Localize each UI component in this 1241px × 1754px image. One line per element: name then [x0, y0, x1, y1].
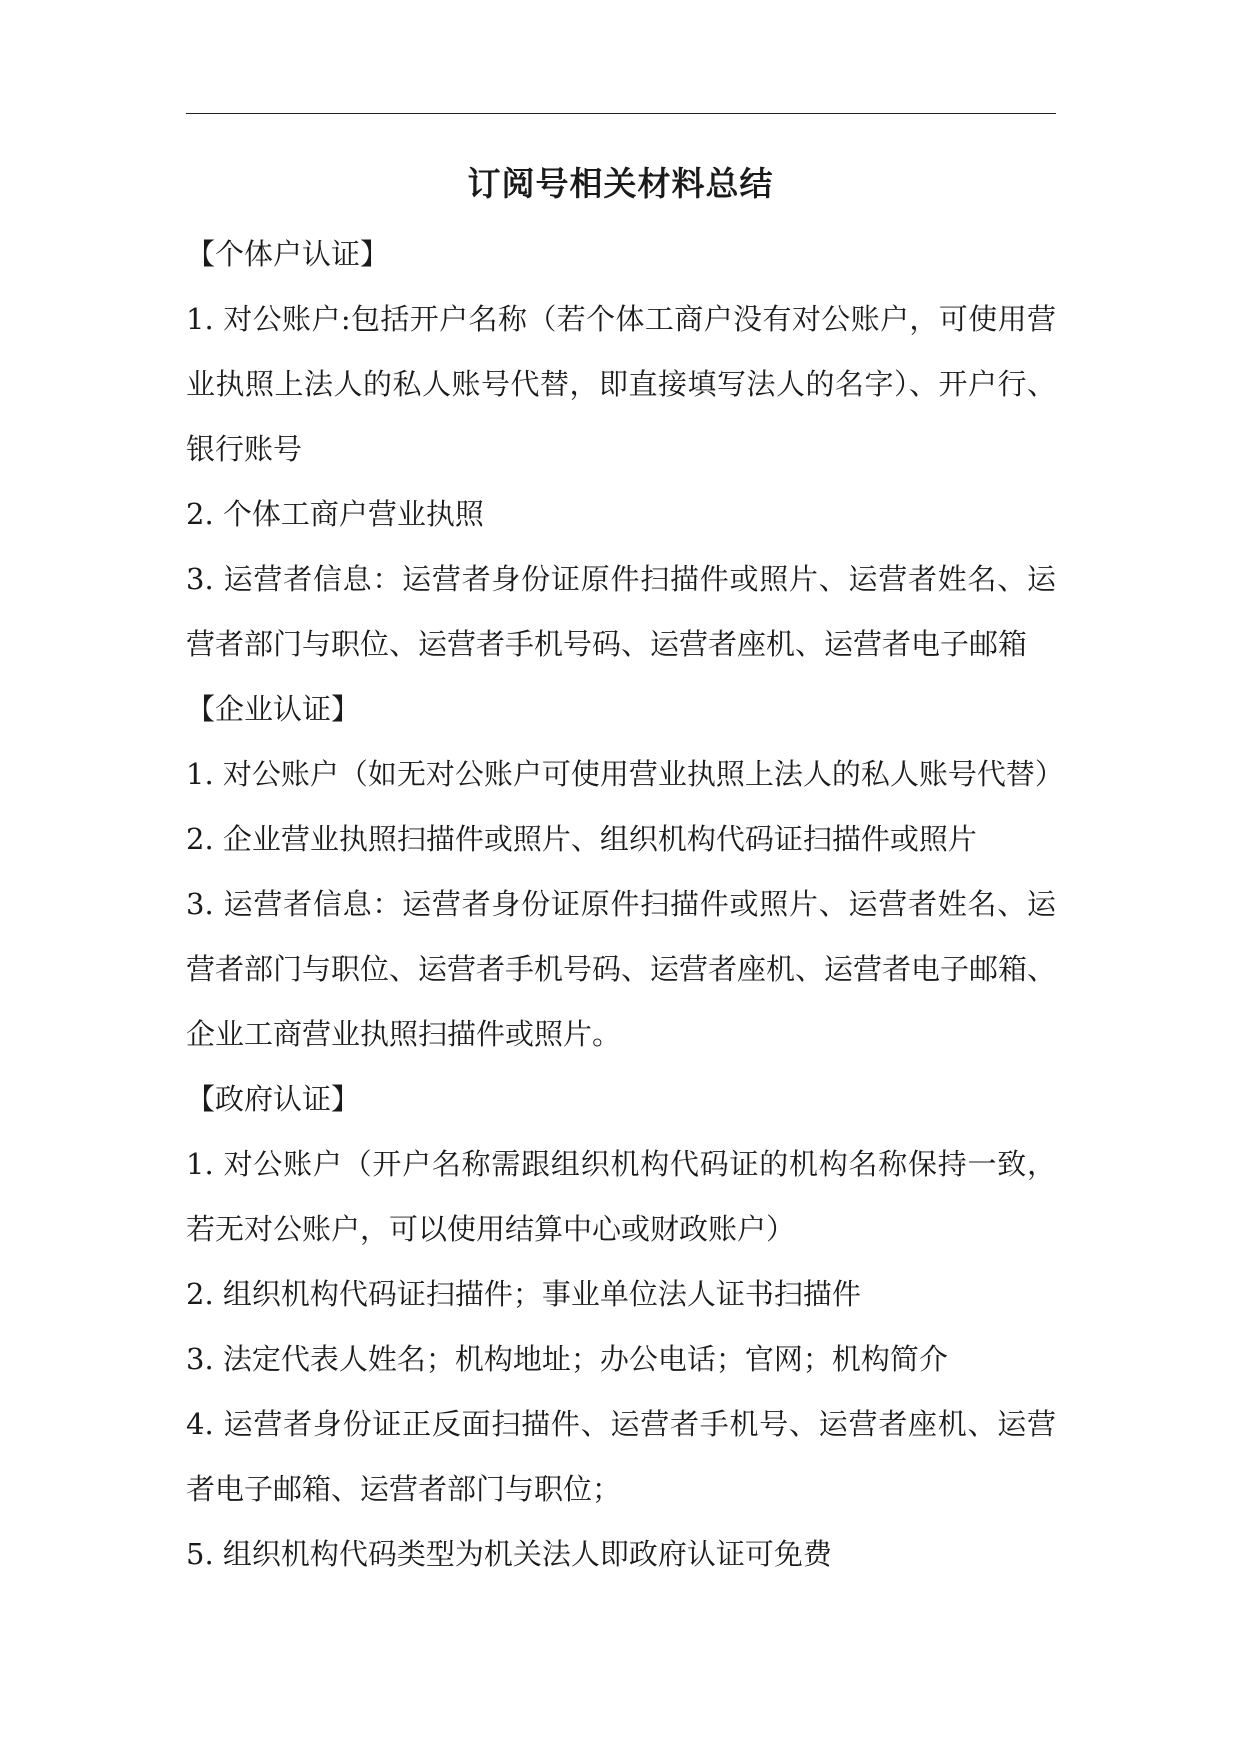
- paragraph: 2. 组织机构代码证扫描件；事业单位法人证书扫描件: [186, 1277, 861, 1311]
- section-heading-individual: 【个体户认证】: [186, 237, 390, 271]
- paragraph: 1. 对公账户（开户名称需跟组织机构代码证的机构名称保持一致，若无对公账户，可以使用结算中心或财政账户）: [186, 1147, 1056, 1246]
- paragraph: 5. 组织机构代码类型为机关法人即政府认证可免费: [186, 1537, 832, 1571]
- section-heading-government: 【政府认证】: [186, 1082, 361, 1116]
- paragraph: 3. 运营者信息：运营者身份证原件扫描件或照片、运营者姓名、运营者部门与职位、运营者手机号码、运营者座机、运营者电子邮箱、企业工商营业执照扫描件或照片。: [186, 887, 1057, 1051]
- paragraph: 3. 法定代表人姓名；机构地址；办公电话；官网；机构简介: [186, 1342, 948, 1376]
- paragraph: 1. 对公账户（如无对公账户可使用营业执照上法人的私人账号代替）: [186, 757, 1064, 791]
- document-body: [186, 222, 1064, 1587]
- paragraph: 2. 个体工商户营业执照: [186, 497, 484, 531]
- header-rule: [186, 113, 1056, 114]
- paragraph: 4. 运营者身份证正反面扫描件、运营者手机号、运营者座机、运营者电子邮箱、运营者部门与职位；: [186, 1407, 1056, 1506]
- section-heading-enterprise: 【企业认证】: [186, 692, 361, 726]
- page-title: 订阅号相关材料总结: [467, 164, 774, 203]
- paragraph: 1. 对公账户:包括开户名称（若个体工商户没有对公账户，可使用营业执照上法人的私人账号代替，即直接填写法人的名字）、开户行、银行账号: [186, 302, 1056, 466]
- paragraph: 3. 运营者信息：运营者身份证原件扫描件或照片、运营者姓名、运营者部门与职位、运营者手机号码、运营者座机、运营者电子邮箱: [186, 562, 1056, 661]
- paragraph: 2. 企业营业执照扫描件或照片、组织机构代码证扫描件或照片: [186, 822, 977, 856]
